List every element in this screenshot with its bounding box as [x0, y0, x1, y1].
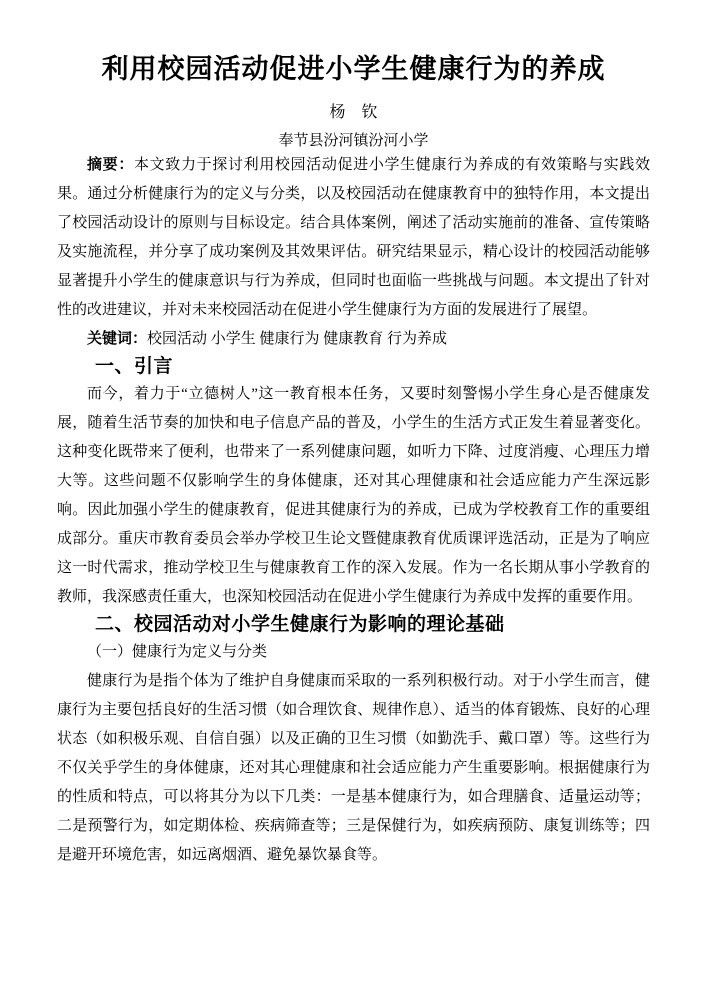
- keywords-label: 关键词：: [87, 331, 148, 347]
- abstract-paragraph: [57, 151, 650, 325]
- section-heading-introduction: 一、引言: [95, 356, 174, 377]
- theory-paragraph: 健康行为是指个体为了维护自身健康而采取的一系列积极行动。对于小学生而言，健康行为主要包括良好的生活习惯（如合理饮食、规律作息）、适当的体育锻炼、良好的心理状态（如积极乐观、自信自强）以及正确的卫生习惯（如勤洗手、戴口罩）等。这些行为不仅关乎学生的身体健康，还对其心理健康和社会适应能力产生重要影响。根据健康行为的性质和特点，可以将其分为以下几类：一是基本健康行为，如合理膳食、适量运动等；二是预警行为，如定期体检、疾病筛查等；三是保健行为，如疾病预防、康复训练等；四是避开环境危害，如远离烟酒、避免暴饮暴食等。: [57, 673, 650, 863]
- keywords-text: 校园活动 小学生 健康行为 健康教育 行为养成: [147, 331, 448, 347]
- author-affiliation: 奉节县汾河镇汾河小学: [278, 133, 429, 149]
- abstract-label: 摘要：: [87, 157, 134, 173]
- abstract-text: 本文致力于探讨利用校园活动促进小学生健康行为养成的有效策略与实践效果。通过分析健康行为的定义与分类，以及校园活动在健康教育中的独特作用，本文提出了校园活动设计的原则与目标设定。结合具体案例，阐述了活动实施前的准备、宣传策略及实施流程，并分享了成功案例及其效果评估。研究结果显示，精心设计的校园活动能够显著提升小学生的健康意识与行为养成，但同时也面临一些挑战与问题。本文提出了针对性的改进建议，并对未来校园活动在促进小学生健康行为方面的发展进行了展望。: [57, 157, 650, 318]
- introduction-paragraph: 而今，着力于“立德树人”这一教育根本任务，又要时刻警惕小学生身心是否健康发展，随着生活节奏的加快和电子信息产品的普及，小学生的生活方式正发生着显著变化。这种变化既带来了便利，也带来了一系列健康问题，如听力下降、过度消瘦、心理压力增大等。这些问题不仅影响学生的身体健康，还对其心理健康和社会适应能力产生深远影响。因此加强小学生的健康教育，促进其健康行为的养成，已成为学校教育工作的重要组成部分。重庆市教育委员会举办学校卫生论文暨健康教育优质课评选活动，正是为了响应这一时代需求，推动学校卫生与健康教育工作的深入发展。作为一名长期从事小学教育的教师，我深感责任重大，也深知校园活动在促进小学生健康行为养成中发挥的重要作用。: [57, 386, 650, 605]
- section-heading-theory: 二、校园活动对小学生健康行为影响的理论基础: [95, 614, 505, 635]
- page-title: 利用校园活动促进小学生健康行为的养成: [101, 54, 606, 84]
- subsection-heading-definition: （一）健康行为定义与分类: [87, 644, 268, 660]
- keywords-paragraph: [57, 325, 650, 354]
- author-name: 杨 钦: [329, 104, 378, 121]
